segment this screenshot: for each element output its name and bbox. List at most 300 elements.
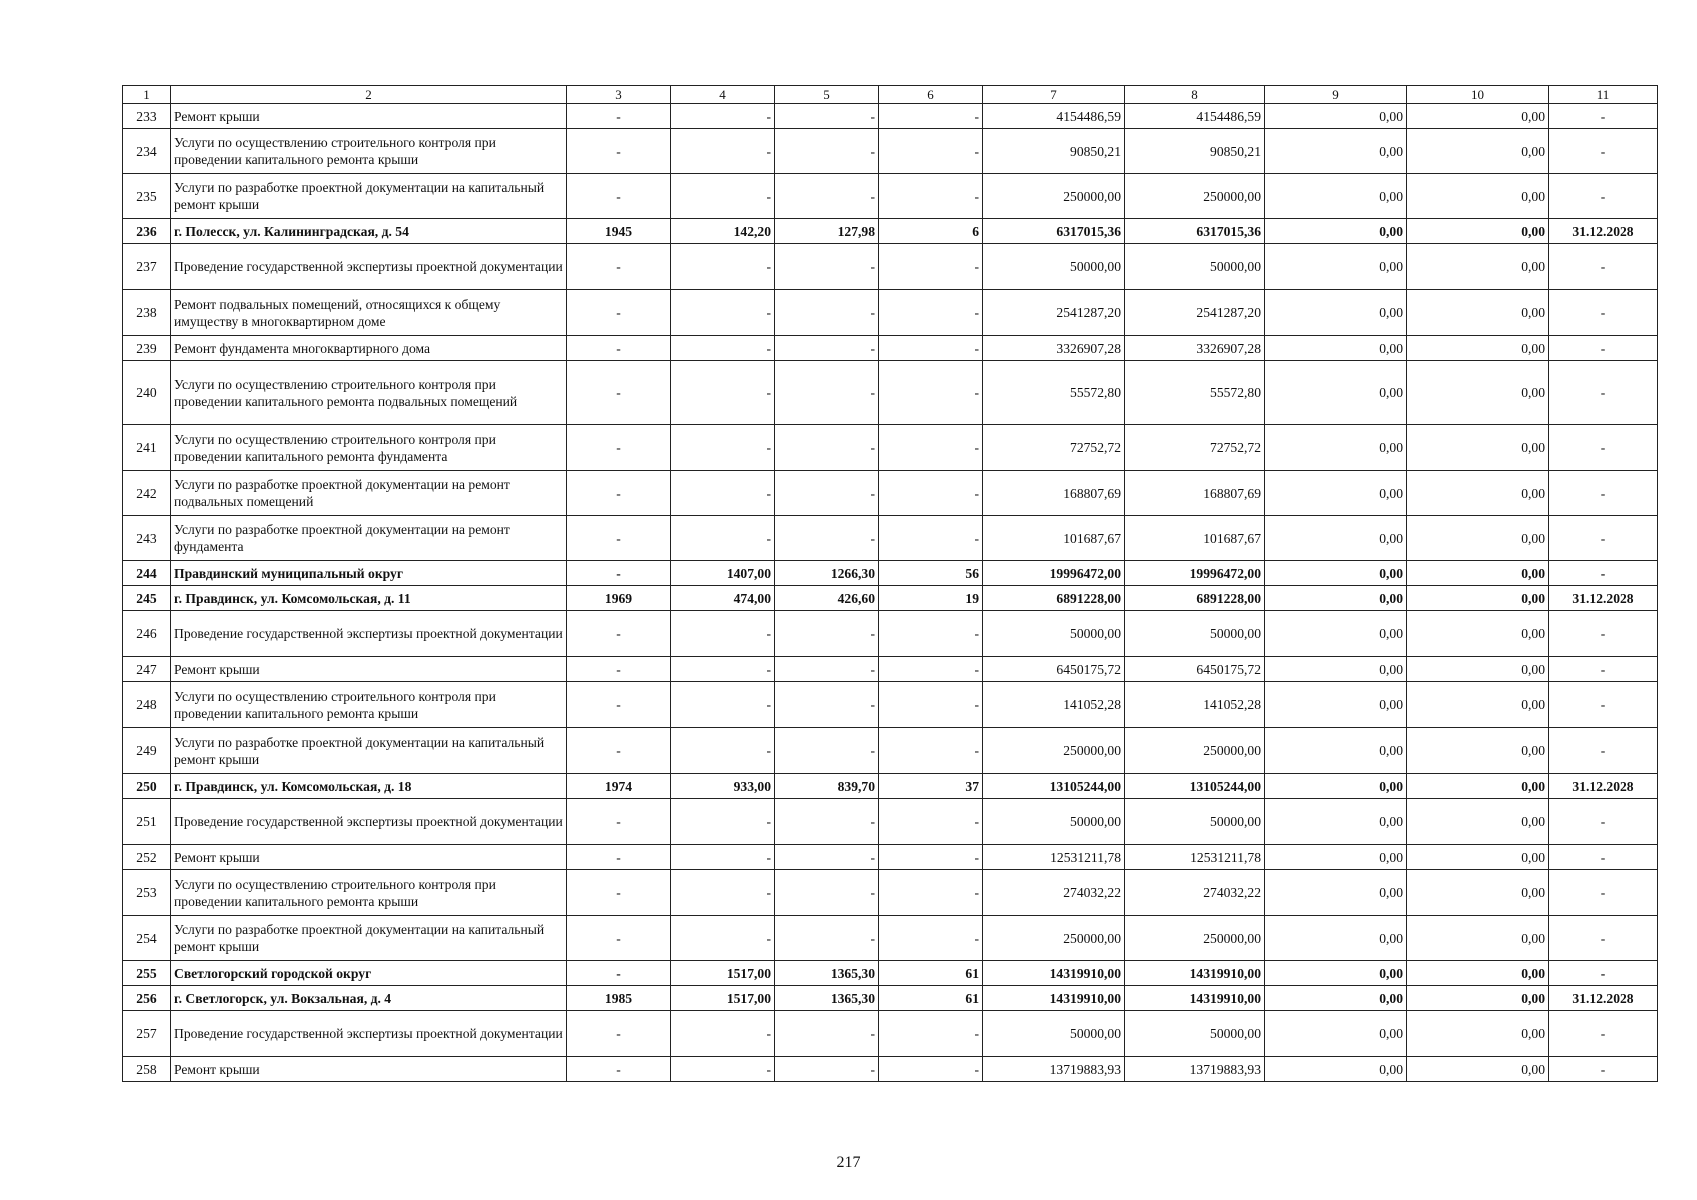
budget-cost-cell: 0,00: [1265, 244, 1407, 290]
total-area-cell: -: [671, 174, 775, 219]
page-number: 217: [836, 1154, 861, 1171]
year-cell: -: [567, 1057, 671, 1082]
budget-cost-cell: 0,00: [1265, 916, 1407, 961]
budget-cost-cell: 0,00: [1265, 657, 1407, 682]
total-cost-cell: 101687,67: [983, 516, 1125, 561]
total-area-cell: -: [671, 471, 775, 516]
owners-cost-cell: 0,00: [1407, 916, 1549, 961]
residents-cell: -: [879, 845, 983, 870]
total-cost-cell: 2541287,20: [983, 290, 1125, 336]
total-area-cell: -: [671, 244, 775, 290]
residents-cell: -: [879, 1057, 983, 1082]
total-area-cell: 142,20: [671, 219, 775, 244]
year-cell: 1985: [567, 986, 671, 1011]
fund-cost-cell: 13105244,00: [1125, 774, 1265, 799]
living-area-cell: -: [775, 657, 879, 682]
row-number-cell: 248: [123, 682, 171, 728]
year-cell: 1969: [567, 586, 671, 611]
work-name-cell: г. Светлогорск, ул. Вокзальная, д. 4: [171, 986, 567, 1011]
total-cost-cell: 90850,21: [983, 129, 1125, 174]
fund-cost-cell: 13719883,93: [1125, 1057, 1265, 1082]
owners-cost-cell: 0,00: [1407, 425, 1549, 471]
living-area-cell: 1365,30: [775, 961, 879, 986]
total-cost-cell: 50000,00: [983, 244, 1125, 290]
row-number-cell: 249: [123, 728, 171, 774]
table-row: [123, 611, 1658, 657]
budget-cost-cell: 0,00: [1265, 516, 1407, 561]
table-row: [123, 657, 1658, 682]
fund-cost-cell: 6450175,72: [1125, 657, 1265, 682]
budget-cost-cell: 0,00: [1265, 471, 1407, 516]
total-cost-cell: 250000,00: [983, 728, 1125, 774]
budget-cost-cell: 0,00: [1265, 611, 1407, 657]
header-cell-5: 5: [775, 86, 879, 104]
residents-cell: 56: [879, 561, 983, 586]
total-area-cell: -: [671, 728, 775, 774]
table-row: [123, 516, 1658, 561]
living-area-cell: -: [775, 290, 879, 336]
year-cell: -: [567, 870, 671, 916]
work-name-cell: Проведение государственной экспертизы проектной документации: [171, 1011, 567, 1057]
owners-cost-cell: 0,00: [1407, 104, 1549, 129]
living-area-cell: -: [775, 104, 879, 129]
budget-cost-cell: 0,00: [1265, 586, 1407, 611]
owners-cost-cell: 0,00: [1407, 961, 1549, 986]
work-name-cell: Ремонт крыши: [171, 1057, 567, 1082]
table-row: [123, 561, 1658, 586]
total-cost-cell: 14319910,00: [983, 961, 1125, 986]
budget-cost-cell: 0,00: [1265, 174, 1407, 219]
fund-cost-cell: 168807,69: [1125, 471, 1265, 516]
total-cost-cell: 72752,72: [983, 425, 1125, 471]
total-area-cell: 1517,00: [671, 961, 775, 986]
fund-cost-cell: 250000,00: [1125, 174, 1265, 219]
living-area-cell: 426,60: [775, 586, 879, 611]
row-number-cell: 239: [123, 336, 171, 361]
row-number-cell: 254: [123, 916, 171, 961]
total-cost-cell: 6891228,00: [983, 586, 1125, 611]
living-area-cell: -: [775, 611, 879, 657]
owners-cost-cell: 0,00: [1407, 1057, 1549, 1082]
residents-cell: -: [879, 516, 983, 561]
year-cell: -: [567, 728, 671, 774]
total-area-cell: -: [671, 361, 775, 425]
residents-cell: -: [879, 728, 983, 774]
total-area-cell: -: [671, 129, 775, 174]
budget-cost-cell: 0,00: [1265, 728, 1407, 774]
year-cell: -: [567, 657, 671, 682]
living-area-cell: -: [775, 129, 879, 174]
row-number-cell: 247: [123, 657, 171, 682]
residents-cell: -: [879, 916, 983, 961]
owners-cost-cell: 0,00: [1407, 129, 1549, 174]
fund-cost-cell: 14319910,00: [1125, 961, 1265, 986]
year-cell: -: [567, 961, 671, 986]
total-area-cell: -: [671, 657, 775, 682]
header-cell-4: 4: [671, 86, 775, 104]
row-number-cell: 235: [123, 174, 171, 219]
year-cell: -: [567, 799, 671, 845]
fund-cost-cell: 250000,00: [1125, 728, 1265, 774]
year-cell: -: [567, 290, 671, 336]
fund-cost-cell: 141052,28: [1125, 682, 1265, 728]
work-name-cell: Ремонт подвальных помещений, относящихся к общему имуществу в многоквартирном доме: [171, 290, 567, 336]
deadline-cell: 31.12.2028: [1549, 219, 1658, 244]
fund-cost-cell: 90850,21: [1125, 129, 1265, 174]
fund-cost-cell: 12531211,78: [1125, 845, 1265, 870]
owners-cost-cell: 0,00: [1407, 657, 1549, 682]
row-number-cell: 242: [123, 471, 171, 516]
header-cell-2: 2: [171, 86, 567, 104]
table-row: [123, 870, 1658, 916]
year-cell: -: [567, 611, 671, 657]
deadline-cell: -: [1549, 1011, 1658, 1057]
total-area-cell: -: [671, 516, 775, 561]
work-name-cell: Правдинский муниципальный округ: [171, 561, 567, 586]
total-cost-cell: 6450175,72: [983, 657, 1125, 682]
year-cell: -: [567, 682, 671, 728]
table-row: [123, 845, 1658, 870]
total-cost-cell: 141052,28: [983, 682, 1125, 728]
deadline-cell: 31.12.2028: [1549, 986, 1658, 1011]
row-number-cell: 251: [123, 799, 171, 845]
budget-cost-cell: 0,00: [1265, 336, 1407, 361]
budget-cost-cell: 0,00: [1265, 961, 1407, 986]
table-row: [123, 728, 1658, 774]
budget-cost-cell: 0,00: [1265, 104, 1407, 129]
fund-cost-cell: 101687,67: [1125, 516, 1265, 561]
budget-cost-cell: 0,00: [1265, 845, 1407, 870]
fund-cost-cell: 19996472,00: [1125, 561, 1265, 586]
budget-cost-cell: 0,00: [1265, 682, 1407, 728]
table-row: [123, 219, 1658, 244]
total-cost-cell: 13105244,00: [983, 774, 1125, 799]
living-area-cell: -: [775, 516, 879, 561]
budget-cost-cell: 0,00: [1265, 986, 1407, 1011]
table-row: [123, 682, 1658, 728]
total-area-cell: -: [671, 1011, 775, 1057]
deadline-cell: -: [1549, 244, 1658, 290]
fund-cost-cell: 50000,00: [1125, 611, 1265, 657]
owners-cost-cell: 0,00: [1407, 986, 1549, 1011]
table-row: [123, 361, 1658, 425]
capital-repair-table: [122, 85, 1658, 1082]
year-cell: -: [567, 471, 671, 516]
total-area-cell: 1407,00: [671, 561, 775, 586]
total-cost-cell: 12531211,78: [983, 845, 1125, 870]
budget-cost-cell: 0,00: [1265, 219, 1407, 244]
residents-cell: -: [879, 336, 983, 361]
fund-cost-cell: 55572,80: [1125, 361, 1265, 425]
deadline-cell: -: [1549, 471, 1658, 516]
owners-cost-cell: 0,00: [1407, 336, 1549, 361]
living-area-cell: -: [775, 682, 879, 728]
living-area-cell: -: [775, 728, 879, 774]
living-area-cell: 127,98: [775, 219, 879, 244]
table-row: [123, 336, 1658, 361]
residents-cell: -: [879, 244, 983, 290]
work-name-cell: Услуги по осуществлению строительного контроля при проведении капитального ремонта крыши: [171, 129, 567, 174]
deadline-cell: -: [1549, 870, 1658, 916]
row-number-cell: 250: [123, 774, 171, 799]
column-number-header-row: [123, 86, 1658, 104]
total-area-cell: -: [671, 1057, 775, 1082]
deadline-cell: -: [1549, 174, 1658, 219]
year-cell: -: [567, 561, 671, 586]
fund-cost-cell: 250000,00: [1125, 916, 1265, 961]
residents-cell: -: [879, 425, 983, 471]
deadline-cell: -: [1549, 961, 1658, 986]
total-area-cell: 933,00: [671, 774, 775, 799]
living-area-cell: 1365,30: [775, 986, 879, 1011]
deadline-cell: -: [1549, 516, 1658, 561]
header-cell-8: 8: [1125, 86, 1265, 104]
table-row: [123, 244, 1658, 290]
year-cell: -: [567, 916, 671, 961]
owners-cost-cell: 0,00: [1407, 845, 1549, 870]
deadline-cell: -: [1549, 104, 1658, 129]
owners-cost-cell: 0,00: [1407, 174, 1549, 219]
row-number-cell: 258: [123, 1057, 171, 1082]
owners-cost-cell: 0,00: [1407, 728, 1549, 774]
work-name-cell: Проведение государственной экспертизы проектной документации: [171, 799, 567, 845]
total-area-cell: -: [671, 682, 775, 728]
total-area-cell: -: [671, 845, 775, 870]
living-area-cell: -: [775, 471, 879, 516]
deadline-cell: -: [1549, 129, 1658, 174]
header-cell-9: 9: [1265, 86, 1407, 104]
owners-cost-cell: 0,00: [1407, 1011, 1549, 1057]
row-number-cell: 256: [123, 986, 171, 1011]
total-cost-cell: 3326907,28: [983, 336, 1125, 361]
residents-cell: -: [879, 799, 983, 845]
deadline-cell: -: [1549, 1057, 1658, 1082]
work-name-cell: Услуги по разработке проектной документации на ремонт подвальных помещений: [171, 471, 567, 516]
header-cell-10: 10: [1407, 86, 1549, 104]
deadline-cell: -: [1549, 682, 1658, 728]
residents-cell: -: [879, 1011, 983, 1057]
deadline-cell: -: [1549, 425, 1658, 471]
deadline-cell: -: [1549, 336, 1658, 361]
header-cell-1: 1: [123, 86, 171, 104]
living-area-cell: -: [775, 799, 879, 845]
work-name-cell: Услуги по разработке проектной документации на капитальный ремонт крыши: [171, 174, 567, 219]
residents-cell: 61: [879, 986, 983, 1011]
residents-cell: -: [879, 290, 983, 336]
budget-cost-cell: 0,00: [1265, 561, 1407, 586]
total-cost-cell: 50000,00: [983, 799, 1125, 845]
year-cell: -: [567, 1011, 671, 1057]
work-name-cell: Светлогорский городской округ: [171, 961, 567, 986]
total-cost-cell: 6317015,36: [983, 219, 1125, 244]
year-cell: -: [567, 516, 671, 561]
total-cost-cell: 50000,00: [983, 1011, 1125, 1057]
deadline-cell: -: [1549, 728, 1658, 774]
living-area-cell: 1266,30: [775, 561, 879, 586]
row-number-cell: 252: [123, 845, 171, 870]
total-area-cell: -: [671, 425, 775, 471]
deadline-cell: -: [1549, 611, 1658, 657]
deadline-cell: 31.12.2028: [1549, 586, 1658, 611]
deadline-cell: -: [1549, 916, 1658, 961]
residents-cell: 37: [879, 774, 983, 799]
total-cost-cell: 4154486,59: [983, 104, 1125, 129]
row-number-cell: 234: [123, 129, 171, 174]
year-cell: -: [567, 425, 671, 471]
total-cost-cell: 14319910,00: [983, 986, 1125, 1011]
total-cost-cell: 13719883,93: [983, 1057, 1125, 1082]
total-cost-cell: 19996472,00: [983, 561, 1125, 586]
living-area-cell: -: [775, 244, 879, 290]
table-row: [123, 774, 1658, 799]
total-area-cell: -: [671, 870, 775, 916]
table-row: [123, 129, 1658, 174]
budget-cost-cell: 0,00: [1265, 799, 1407, 845]
owners-cost-cell: 0,00: [1407, 244, 1549, 290]
total-area-cell: 1517,00: [671, 986, 775, 1011]
residents-cell: 61: [879, 961, 983, 986]
deadline-cell: 31.12.2028: [1549, 774, 1658, 799]
total-area-cell: -: [671, 611, 775, 657]
living-area-cell: -: [775, 361, 879, 425]
year-cell: -: [567, 174, 671, 219]
owners-cost-cell: 0,00: [1407, 682, 1549, 728]
fund-cost-cell: 274032,22: [1125, 870, 1265, 916]
total-cost-cell: 50000,00: [983, 611, 1125, 657]
budget-cost-cell: 0,00: [1265, 1057, 1407, 1082]
living-area-cell: -: [775, 916, 879, 961]
work-name-cell: Услуги по осуществлению строительного контроля при проведении капитального ремонта крыши: [171, 870, 567, 916]
table-row: [123, 290, 1658, 336]
row-number-cell: 245: [123, 586, 171, 611]
residents-cell: -: [879, 657, 983, 682]
owners-cost-cell: 0,00: [1407, 561, 1549, 586]
owners-cost-cell: 0,00: [1407, 219, 1549, 244]
owners-cost-cell: 0,00: [1407, 586, 1549, 611]
deadline-cell: -: [1549, 361, 1658, 425]
fund-cost-cell: 50000,00: [1125, 1011, 1265, 1057]
budget-cost-cell: 0,00: [1265, 774, 1407, 799]
row-number-cell: 241: [123, 425, 171, 471]
work-name-cell: Проведение государственной экспертизы проектной документации: [171, 611, 567, 657]
residents-cell: 6: [879, 219, 983, 244]
deadline-cell: -: [1549, 845, 1658, 870]
deadline-cell: -: [1549, 561, 1658, 586]
header-cell-6: 6: [879, 86, 983, 104]
living-area-cell: -: [775, 336, 879, 361]
header-cell-3: 3: [567, 86, 671, 104]
fund-cost-cell: 2541287,20: [1125, 290, 1265, 336]
budget-cost-cell: 0,00: [1265, 425, 1407, 471]
total-cost-cell: 274032,22: [983, 870, 1125, 916]
budget-cost-cell: 0,00: [1265, 1011, 1407, 1057]
residents-cell: -: [879, 471, 983, 516]
work-name-cell: Ремонт крыши: [171, 104, 567, 129]
year-cell: 1945: [567, 219, 671, 244]
fund-cost-cell: 50000,00: [1125, 799, 1265, 845]
work-name-cell: Услуги по осуществлению строительного контроля при проведении капитального ремонта крыши: [171, 682, 567, 728]
owners-cost-cell: 0,00: [1407, 799, 1549, 845]
residents-cell: 19: [879, 586, 983, 611]
owners-cost-cell: 0,00: [1407, 290, 1549, 336]
residents-cell: -: [879, 870, 983, 916]
row-number-cell: 243: [123, 516, 171, 561]
deadline-cell: -: [1549, 657, 1658, 682]
year-cell: -: [567, 361, 671, 425]
work-name-cell: Ремонт фундамента многоквартирного дома: [171, 336, 567, 361]
year-cell: -: [567, 845, 671, 870]
owners-cost-cell: 0,00: [1407, 361, 1549, 425]
budget-cost-cell: 0,00: [1265, 129, 1407, 174]
row-number-cell: 236: [123, 219, 171, 244]
living-area-cell: -: [775, 174, 879, 219]
year-cell: -: [567, 129, 671, 174]
work-name-cell: Услуги по разработке проектной документации на ремонт фундамента: [171, 516, 567, 561]
work-name-cell: г. Полесск, ул. Калининградская, д. 54: [171, 219, 567, 244]
living-area-cell: -: [775, 845, 879, 870]
table-row: [123, 1057, 1658, 1082]
owners-cost-cell: 0,00: [1407, 611, 1549, 657]
table-body: [123, 104, 1658, 1082]
fund-cost-cell: 3326907,28: [1125, 336, 1265, 361]
budget-cost-cell: 0,00: [1265, 870, 1407, 916]
row-number-cell: 246: [123, 611, 171, 657]
year-cell: -: [567, 244, 671, 290]
living-area-cell: 839,70: [775, 774, 879, 799]
total-area-cell: 474,00: [671, 586, 775, 611]
fund-cost-cell: 72752,72: [1125, 425, 1265, 471]
total-area-cell: -: [671, 104, 775, 129]
row-number-cell: 240: [123, 361, 171, 425]
residents-cell: -: [879, 682, 983, 728]
row-number-cell: 238: [123, 290, 171, 336]
residents-cell: -: [879, 129, 983, 174]
fund-cost-cell: 6317015,36: [1125, 219, 1265, 244]
fund-cost-cell: 4154486,59: [1125, 104, 1265, 129]
table-row: [123, 174, 1658, 219]
living-area-cell: -: [775, 1011, 879, 1057]
total-area-cell: -: [671, 290, 775, 336]
deadline-cell: -: [1549, 290, 1658, 336]
living-area-cell: -: [775, 1057, 879, 1082]
row-number-cell: 255: [123, 961, 171, 986]
deadline-cell: -: [1549, 799, 1658, 845]
total-cost-cell: 55572,80: [983, 361, 1125, 425]
living-area-cell: -: [775, 870, 879, 916]
owners-cost-cell: 0,00: [1407, 870, 1549, 916]
table-row: [123, 916, 1658, 961]
row-number-cell: 257: [123, 1011, 171, 1057]
residents-cell: -: [879, 104, 983, 129]
owners-cost-cell: 0,00: [1407, 774, 1549, 799]
table-row: [123, 986, 1658, 1011]
work-name-cell: Услуги по разработке проектной документации на капитальный ремонт крыши: [171, 728, 567, 774]
living-area-cell: -: [775, 425, 879, 471]
total-cost-cell: 250000,00: [983, 916, 1125, 961]
budget-cost-cell: 0,00: [1265, 290, 1407, 336]
budget-cost-cell: 0,00: [1265, 361, 1407, 425]
work-name-cell: г. Правдинск, ул. Комсомольская, д. 11: [171, 586, 567, 611]
table-row: [123, 104, 1658, 129]
fund-cost-cell: 6891228,00: [1125, 586, 1265, 611]
total-area-cell: -: [671, 916, 775, 961]
year-cell: 1974: [567, 774, 671, 799]
total-area-cell: -: [671, 799, 775, 845]
work-name-cell: Услуги по осуществлению строительного контроля при проведении капитального ремонта подвальных помещений: [171, 361, 567, 425]
table-row: [123, 471, 1658, 516]
table-row: [123, 586, 1658, 611]
owners-cost-cell: 0,00: [1407, 516, 1549, 561]
